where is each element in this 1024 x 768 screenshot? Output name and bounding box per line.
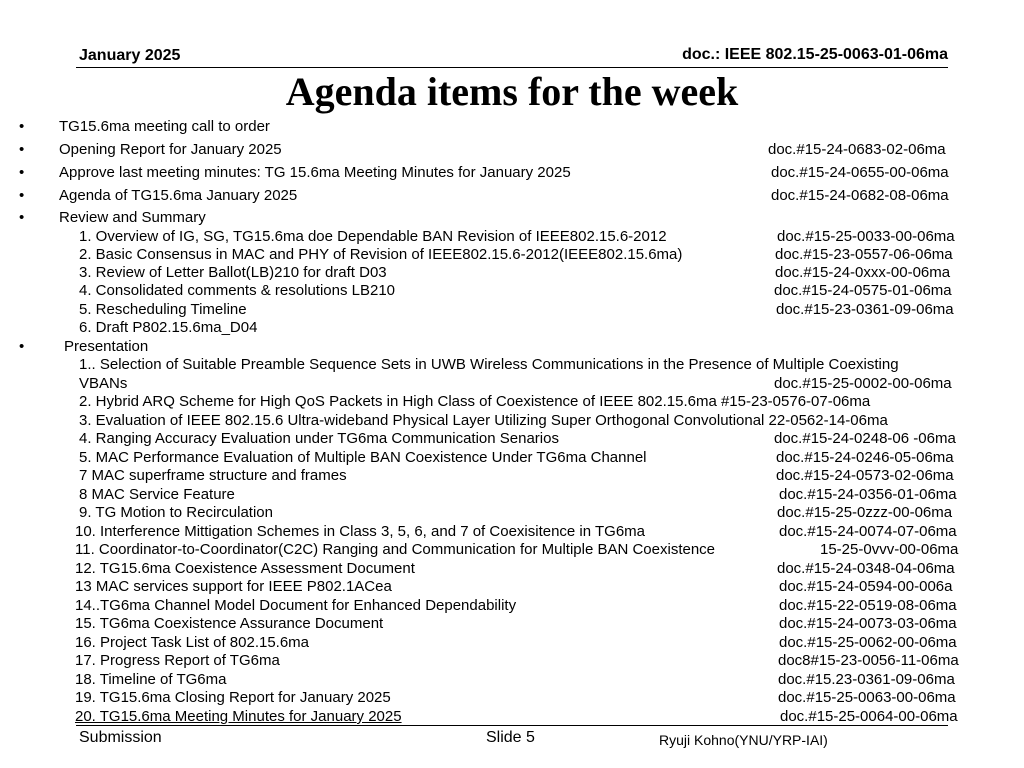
review-item: [0, 281, 1024, 300]
presentation-item: [0, 429, 1024, 448]
agenda-item-text: Opening Report for January 2025: [59, 141, 282, 158]
review-item-text: 5. Rescheduling Timeline: [79, 301, 247, 318]
footer-divider: [76, 725, 948, 726]
presentation-item: [0, 688, 1024, 707]
presentation-item-doc-ref: doc.#15-24-0573-02-06ma: [776, 467, 954, 484]
review-item-doc-ref: doc.#15-24-0xxx-00-06ma: [775, 264, 951, 281]
presentation-item-text: 4. Ranging Accuracy Evaluation under TG6ma Communication Senarios: [79, 430, 559, 447]
agenda-item-text: Presentation: [64, 338, 149, 355]
presentation-item: [0, 559, 1024, 578]
header-date: January 2025: [79, 47, 181, 64]
presentation-item-text: 10. Interference Mittigation Schemes in Class 3, 5, 6, and 7 of Coexisitence in TG6ma: [75, 523, 646, 540]
presentation-item: [0, 503, 1024, 522]
review-item-doc-ref: doc.#15-25-0033-00-06ma: [777, 228, 955, 245]
presentation-item-text: 7 MAC superframe structure and frames: [79, 467, 347, 484]
presentation-item-doc-ref: doc.#15-24-0594-00-006a: [779, 578, 953, 595]
presentation-item-doc-ref: doc.#15-25-0zzz-00-06ma: [777, 504, 953, 521]
presentation-item-text: 13 MAC services support for IEEE P802.1ACea: [75, 578, 392, 595]
agenda-item-agenda: [0, 186, 1024, 205]
agenda-item-text: TG15.6ma meeting call to order: [59, 118, 270, 135]
agenda-item-call-to-order: [0, 117, 1024, 136]
review-item-doc-ref: doc.#15-23-0557-06-06ma: [775, 246, 953, 263]
agenda-item-doc-ref: doc.#15-24-0683-02-06ma: [768, 141, 946, 158]
presentation-item: [0, 670, 1024, 689]
presentation-item: [0, 596, 1024, 615]
agenda-item-approve-minutes: [0, 163, 1024, 182]
presentation-item-text: 20. TG15.6ma Meeting Minutes for January 2025: [75, 708, 402, 725]
presentation-item-doc-ref: doc.#15-24-0356-01-06ma: [779, 486, 957, 503]
presentation-item-text: 17. Progress Report of TG6ma: [75, 652, 280, 669]
presentation-item: [0, 355, 1024, 374]
header-doc-number: doc.: IEEE 802.15-25-0063-01-06ma: [682, 46, 948, 63]
review-item-text: 4. Consolidated comments & resolutions LB210: [79, 282, 396, 299]
presentation-item-doc-ref: doc.#15-25-0063-00-06ma: [778, 689, 956, 706]
presentation-item-text: 19. TG15.6ma Closing Report for January 2025: [75, 689, 391, 706]
agenda-item-opening-report: [0, 140, 1024, 159]
review-item-doc-ref: doc.#15-23-0361-09-06ma: [776, 301, 954, 318]
slide-title: Agenda items for the week: [285, 69, 739, 114]
agenda-item-review-summary: [0, 208, 1024, 227]
footer-submission: Submission: [79, 729, 162, 746]
presentation-item: [0, 540, 1024, 559]
presentation-item-text: 12. TG15.6ma Coexistence Assessment Document: [75, 560, 415, 577]
presentation-item-doc-ref: doc.#15-25-0062-00-06ma: [779, 634, 957, 651]
bullet-icon: •: [19, 209, 25, 226]
presentation-item: [0, 411, 1024, 430]
review-item-doc-ref: doc.#15-24-0575-01-06ma: [774, 282, 952, 299]
agenda-item-doc-ref: doc.#15-24-0655-00-06ma: [771, 164, 949, 181]
presentation-item: [0, 522, 1024, 541]
presentation-item-text: 18. Timeline of TG6ma: [75, 671, 227, 688]
bullet-icon: •: [19, 187, 25, 204]
presentation-item-text: 15. TG6ma Coexistence Assurance Document: [75, 615, 384, 632]
presentation-item-doc-ref: doc.#15-22-0519-08-06ma: [779, 597, 957, 614]
presentation-item: [0, 633, 1024, 652]
review-item: [0, 300, 1024, 319]
presentation-item-doc-ref: doc.#15-24-0248-06 -06ma: [774, 430, 956, 447]
presentation-item-text: 16. Project Task List of 802.15.6ma: [75, 634, 310, 651]
presentation-item-text: 11. Coordinator-to-Coordinator(C2C) Ranging and Communication for Multiple BAN Coexistence: [75, 541, 716, 558]
review-item-text: 1. Overview of IG, SG, TG15.6ma doe Dependable BAN Revision of IEEE802.15.6-2012: [79, 228, 667, 245]
presentation-item: [0, 466, 1024, 485]
presentation-item: [0, 614, 1024, 633]
presentation-item-text: 2. Hybrid ARQ Scheme for High QoS Packets in High Class of Coexistence of IEEE 802.15.6ma #15-23-0576-07-06ma: [79, 393, 871, 410]
footer-slide-number: Slide 5: [486, 729, 535, 746]
review-item: [0, 245, 1024, 264]
presentation-item-doc-ref: doc8#15-23-0056-11-06ma: [778, 652, 959, 669]
review-item-text: 2. Basic Consensus in MAC and PHY of Revision of IEEE802.15.6-2012(IEEE802.15.6ma): [79, 246, 683, 263]
presentation-item-doc-ref: doc.#15-24-0073-03-06ma: [779, 615, 957, 632]
footer-author: Ryuji Kohno(YNU/YRP-IAI): [659, 732, 828, 748]
agenda-content: [0, 117, 1024, 724]
presentation-item-text: 5. MAC Performance Evaluation of Multiple BAN Coexistence Under TG6ma Channel: [79, 449, 647, 466]
presentation-item: [0, 577, 1024, 596]
review-item: [0, 318, 1024, 337]
agenda-item-doc-ref: doc.#15-24-0682-08-06ma: [771, 187, 949, 204]
presentation-item-text: 8 MAC Service Feature: [79, 486, 235, 503]
presentation-item-doc-ref: doc.#15-24-0246-05-06ma: [776, 449, 954, 466]
bullet-icon: •: [19, 118, 25, 135]
presentation-item: [0, 707, 1024, 726]
presentation-item-doc-ref: doc.#15-24-0074-07-06ma: [779, 523, 957, 540]
presentation-item-text: 14..TG6ma Channel Model Document for Enhanced Dependability: [75, 597, 517, 614]
review-item-text: 6. Draft P802.15.6ma_D04: [79, 319, 258, 336]
presentation-item: [0, 448, 1024, 467]
presentation-item-doc-ref: doc.#15-24-0348-04-06ma: [777, 560, 955, 577]
bullet-icon: •: [19, 164, 25, 181]
agenda-item-presentation: [0, 337, 1024, 356]
agenda-item-text: Approve last meeting minutes: TG 15.6ma Meeting Minutes for January 2025: [59, 164, 571, 181]
presentation-item: [0, 392, 1024, 411]
presentation-item-doc-ref: doc.#15-25-0002-00-06ma: [774, 375, 952, 392]
presentation-item-doc-ref: doc.#15.23-0361-09-06ma: [778, 671, 955, 688]
presentation-item-text: 9. TG Motion to Recirculation: [79, 504, 273, 521]
agenda-item-text: Review and Summary: [59, 209, 206, 226]
review-item: [0, 227, 1024, 246]
presentation-item: [0, 485, 1024, 504]
review-item: [0, 263, 1024, 282]
bullet-icon: •: [19, 141, 25, 158]
presentation-item: [0, 651, 1024, 670]
agenda-item-text: Agenda of TG15.6ma January 2025: [59, 187, 298, 204]
bullet-icon: •: [19, 338, 25, 355]
presentation-item-doc-ref: doc.#15-25-0064-00-06ma: [780, 708, 958, 725]
review-item-text: 3. Review of Letter Ballot(LB)210 for draft D03: [79, 264, 387, 281]
presentation-item-text: 1.. Selection of Suitable Preamble Sequence Sets in UWB Wireless Communications in the Presence of Multiple Coexisting: [79, 356, 899, 373]
presentation-item-text: 3. Evaluation of IEEE 802.15.6 Ultra-wideband Physical Layer Utilizing Super Orthogonal Convolutional 22-0562-14-06ma: [79, 412, 888, 429]
presentation-item-doc-ref: 15-25-0vvv-00-06ma: [820, 541, 959, 558]
presentation-item-continued: [0, 374, 1024, 393]
presentation-item-text: VBANs: [79, 375, 128, 392]
